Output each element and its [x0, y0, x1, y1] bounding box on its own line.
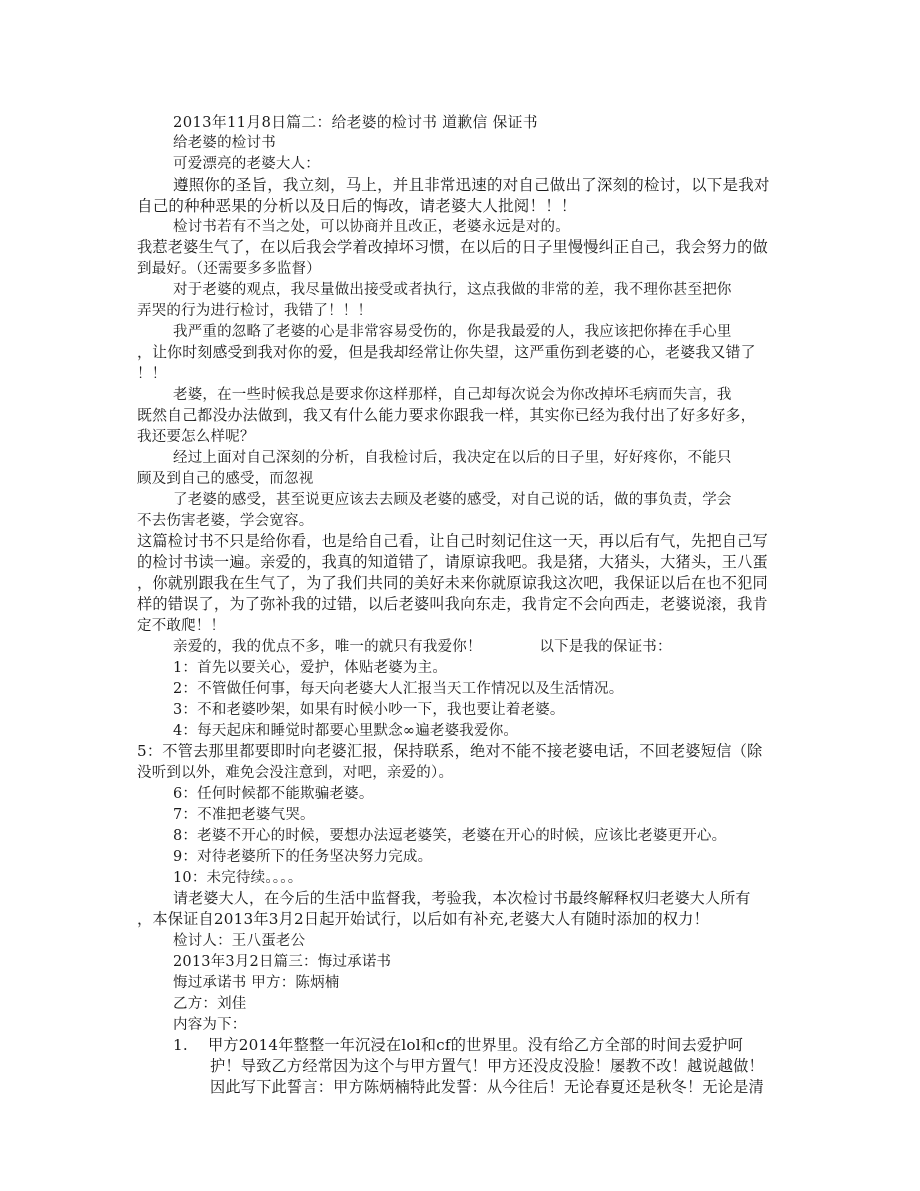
pledge-item: 2：不管做任何事，每天向老婆大人汇报当天工作情况以及生活情况。 [173, 681, 624, 697]
body-line: 我惹老婆生气了，在以后我会学着改掉坏习惯，在以后的日子里慢慢纠正自己，我会努力的做 [137, 238, 768, 256]
body-line: 遵照你的圣旨，我立刻，马上，并且非常迅速的对自己做出了深刻的检讨，以下是我对 [173, 176, 770, 194]
body-line: 既然自己都没办法做到，我又有什么能力要求你跟我一样，其实你已经为我付出了好多好多， [137, 406, 756, 424]
body-line: 了老婆的感受，甚至说更应该去去顾及老婆的感受，对自己说的话，做的事负责，学会 [173, 492, 732, 508]
document-title: 悔过承诺书 甲方：陈炳楠 [173, 975, 340, 991]
pledge-item: 9：对待老婆所下的任务坚决努力完成。 [173, 849, 433, 865]
body-line: 检讨书若有不当之处，可以协商并且改正，老婆永远是对的。 [173, 219, 570, 235]
body-line: ！！ [137, 366, 167, 382]
pledge-item: 10：未完待续。。。。 [173, 870, 303, 886]
body-line: 这篇检讨书不只是给你看，也是给自己看，让自己时刻记住这一天，再以后有气，先把自己写 [137, 532, 768, 550]
numbered-item-continued: 因此写下此誓言：甲方陈炳楠特此发誓：从今往后！无论春夏还是秋冬！无论是清 [210, 1078, 764, 1096]
pledge-item: 3：不和老婆吵架，如果有时候小吵一下，我也要让着老婆。 [173, 702, 565, 718]
section-heading: 2013年11月8日篇二：给老婆的检讨书 道歉信 保证书 [173, 114, 538, 131]
body-line: 样的错误了，为了弥补我的过错，以后老婆叫我向东走，我肯定不会向西走，老婆说滚，我肯 [137, 595, 768, 613]
body-line: ，本保证自2013年3月2日起开始试行，以后如有补充,老婆大人有随时添加的权力！ [137, 910, 709, 928]
section-heading: 2013年3月2日篇三：悔过承诺书 [173, 954, 392, 970]
pledge-item: 7：不准把老婆气哭。 [173, 807, 315, 823]
body-line: 经过上面对自己深刻的分析，自我检讨后，我决定在以后的日子里，好好疼你，不能只 [173, 450, 732, 466]
body-line: 请老婆大人，在今后的生活中监督我，考验我，本次检讨书最终解释权归老婆大人所有 [173, 889, 751, 907]
body-line: 不去伤害老婆，学会宽容。 [137, 513, 314, 529]
body-line: 对于老婆的观点，我尽量做出接受或者执行，这点我做的非常的差，我不理你甚至把你 [173, 282, 732, 298]
pledge-item: 4：每天起床和睡觉时都要心里默念∞遍老婆我爱你。 [173, 723, 519, 739]
pledge-item: 6：任何时候都不能欺骗老婆。 [173, 786, 374, 802]
body-line: 定不敢爬！！ [137, 618, 226, 634]
body-line: 自己的种种恶果的分析以及日后的悔改，请老婆大人批阅！！！ [137, 197, 577, 215]
body-line: 弄哭的行为进行检讨，我错了！！！ [137, 303, 373, 319]
pledge-item: 8：老婆不开心的时候，要想办法逗老婆笑，老婆在开心的时候，应该比老婆更开心。 [173, 828, 727, 844]
body-line: 的检讨书读一遍。亲爱的，我真的知道错了，请原谅我吧。我是猪，大猪头，大猪头，王八蛋 [137, 553, 768, 571]
numbered-item-continued: 护！导致乙方经常因为这个与甲方置气！甲方还没皮没脸！屡教不改！越说越做！ [210, 1057, 764, 1075]
salutation: 可爱漂亮的老婆大人： [173, 156, 320, 172]
body-line: 我还要怎么样呢？ [137, 429, 255, 445]
body-line: 我严重的忽略了老婆的心是非常容易受伤的，你是我最爱的人，我应该把你捧在手心里 [173, 324, 732, 340]
party-line: 乙方：刘佳 [173, 996, 247, 1012]
pledge-item-continued: 没听到以外，难免会没注意到，对吧，亲爱的）。 [137, 765, 454, 781]
body-line: 顾及到自己的感受，而忽视 [137, 471, 314, 487]
pledge-item: 5：不管去那里都要即时向老婆汇报，保持联系，绝对不能不接老婆电话，不回老婆短信（除 [137, 742, 763, 760]
body-line: ，让你时刻感受到我对你的爱，但是我却经常让你失望，这严重伤到老婆的心，老婆我又错了 [137, 343, 756, 361]
numbered-item: 1. 甲方2014年整整一年沉浸在lol和cf的世界里。没有给乙方全部的时间去爱护呵 [173, 1036, 744, 1054]
body-line: 亲爱的，我的优点不多，唯一的就只有我爱你！ 以下是我的保证书： [173, 639, 672, 655]
pledge-item: 1：首先以要关心，爱护，体贴老婆为主。 [173, 660, 448, 676]
body-line: 到最好。（还需要多多监督） [137, 261, 321, 277]
body-line: 内容为下： [173, 1017, 247, 1033]
document-title: 给老婆的检讨书 [173, 135, 276, 151]
body-line: 老婆，在一些时候我总是要求你这样那样，自己却每次说会为你改掉坏毛病而失言，我 [173, 387, 732, 403]
body-line: ，你就别跟我在生气了，为了我们共同的美好未来你就原谅我这次吧，我保证以后在也不犯同 [137, 574, 768, 592]
signature-line: 检讨人：王八蛋老公 [173, 933, 306, 949]
